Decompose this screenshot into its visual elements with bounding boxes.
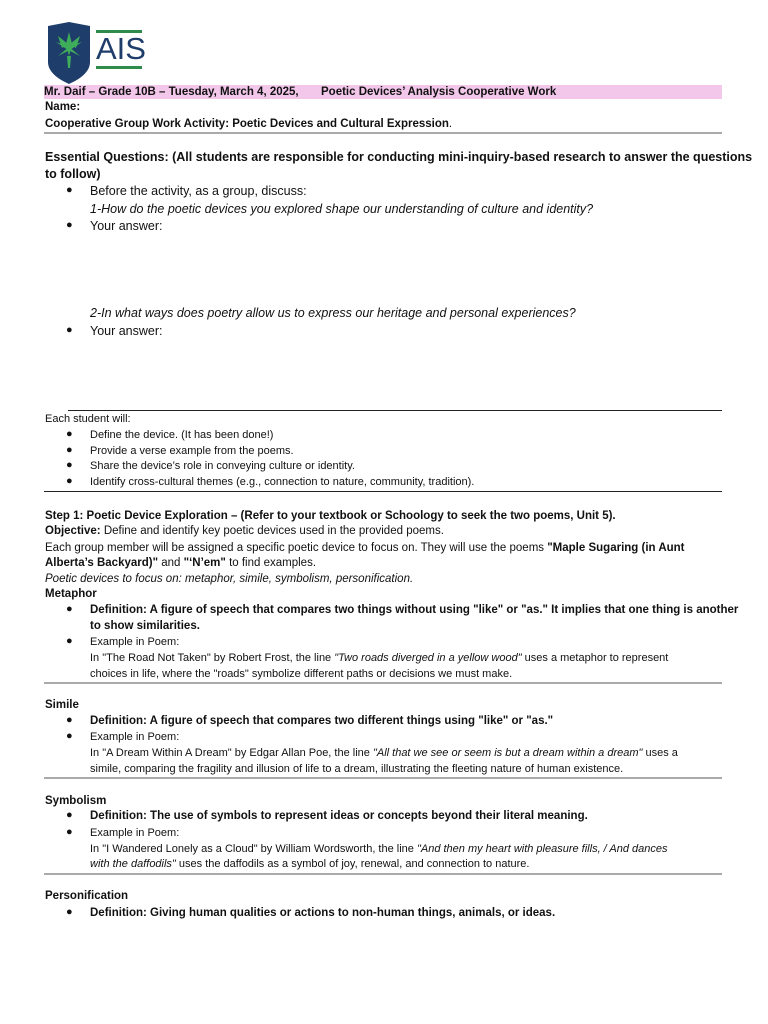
bullet-icon: ● — [66, 219, 73, 231]
activity-title-line — [45, 117, 452, 132]
answer-label-1: Your answer: — [90, 219, 163, 233]
example-text: uses a metaphor to represent — [521, 652, 669, 664]
step1-title: Step 1: Poetic Device Exploration – (Refer to your textbook or Schoology to seek the two poems, Unit 5). — [45, 510, 616, 522]
example-text: uses a — [642, 747, 678, 759]
symbolism-definition: Definition: The use of symbols to represent ideas or concepts beyond their literal meaning. — [90, 810, 588, 822]
logo-text: AIS — [96, 31, 146, 66]
device-name-simile: Simile — [45, 699, 79, 711]
student-task: Share the device’s role in conveying culture or identity. — [90, 460, 355, 472]
symbolism-example-1 — [90, 842, 668, 857]
bullet-icon: ● — [66, 324, 73, 336]
metaphor-definition-1: Definition: A figure of speech that compares two things without using "like" or "as." It implies that one thing is another — [90, 604, 739, 616]
metaphor-example-1 — [90, 651, 668, 666]
each-student-intro: Each student will: — [45, 413, 131, 425]
activity-title: Cooperative Group Work Activity: Poetic Devices and Cultural Expression — [45, 118, 449, 130]
name-label: Name: — [45, 101, 81, 113]
metaphor-definition-2: to show similarities. — [90, 620, 200, 632]
divider — [44, 873, 722, 875]
device-name-metaphor: Metaphor — [45, 588, 97, 600]
simile-example-2: simile, comparing the fragility and illusion of life to a dream, illustrating the fleeting nature of human existence. — [90, 763, 624, 775]
student-task: Provide a verse example from the poems. — [90, 445, 294, 457]
question-1: 1-How do the poetic devices you explored shape our understanding of culture and identity? — [90, 202, 594, 216]
bullet-icon: ● — [66, 730, 73, 742]
teacher-date: Mr. Daif – Grade 10B – Tuesday, March 4, 2025, — [44, 86, 299, 98]
essential-heading-line-1: Essential Questions: (All students are responsible for conducting mini-inquiry-based research to answer the questions — [45, 150, 753, 164]
poem-1-title-cont: Alberta’s Backyard)" — [45, 557, 159, 569]
bullet-icon: ● — [66, 444, 73, 456]
objective-line — [45, 524, 444, 539]
simile-definition: Definition: A figure of speech that compares two different things using "like" or "as." — [90, 715, 554, 727]
assignment-line-2 — [45, 556, 316, 571]
assignment-end: to find examples. — [229, 557, 317, 569]
bullet-icon: ● — [66, 809, 73, 821]
divider — [44, 491, 722, 492]
example-text: In "A Dream Within A Dream" by Edgar Allan Poe, the line — [90, 747, 373, 759]
bullet-icon: ● — [66, 184, 73, 196]
example-label: Example in Poem: — [90, 636, 180, 648]
example-label: Example in Poem: — [90, 731, 180, 743]
question-2: 2-In what ways does poetry allow us to express our heritage and personal experiences? — [90, 306, 576, 320]
example-text: In "I Wandered Lonely as a Cloud" by William Wordsworth, the line — [90, 843, 417, 855]
logo-bottom-rule — [96, 66, 142, 69]
worksheet-title: Poetic Devices’ Analysis Cooperative Work — [321, 86, 557, 98]
example-quote: "Two roads diverged in a yellow wood" — [334, 652, 522, 664]
example-text: In "The Road Not Taken" by Robert Frost, the line — [90, 652, 335, 664]
and-text: and — [161, 557, 181, 569]
before-activity-text: Before the activity, as a group, discuss: — [90, 184, 307, 198]
assignment-text: Each group member will be assigned a specific poetic device to focus on. They will use the poems — [45, 542, 545, 554]
example-quote: with the daffodils" — [90, 858, 176, 870]
devices-focus: Poetic devices to focus on: metaphor, simile, symbolism, personification. — [45, 573, 414, 585]
activity-period: . — [448, 118, 453, 130]
bullet-icon: ● — [66, 714, 73, 726]
objective-text: Define and identify key poetic devices used in the provided poems. — [103, 525, 444, 537]
poem-1-title: "Maple Sugaring (in Aunt — [547, 542, 685, 554]
student-task: Identify cross-cultural themes (e.g., connection to nature, community, tradition). — [90, 476, 475, 488]
symbolism-example-2 — [90, 857, 529, 872]
bullet-icon: ● — [66, 635, 73, 647]
poem-2-title: "‘N’em" — [183, 557, 226, 569]
personification-definition: Definition: Giving human qualities or actions to non-human things, animals, or ideas. — [90, 907, 556, 919]
student-task: Define the device. (It has been done!) — [90, 429, 274, 441]
device-name-personification: Personification — [45, 890, 129, 902]
divider — [44, 682, 722, 684]
essential-heading-line-2: to follow) — [45, 167, 101, 181]
assignment-line-1 — [45, 541, 685, 556]
bullet-icon: ● — [66, 603, 73, 615]
example-quote: "All that we see or seem is but a dream within a dream" — [372, 747, 643, 759]
answer-label-2: Your answer: — [90, 324, 163, 338]
bullet-icon: ● — [66, 906, 73, 918]
essential-questions-heading — [45, 149, 753, 183]
header-bar — [44, 85, 722, 99]
example-quote: "And then my heart with pleasure fills, / And dances — [416, 843, 668, 855]
bullet-icon: ● — [66, 826, 73, 838]
example-label: Example in Poem: — [90, 827, 180, 839]
bullet-icon: ● — [66, 475, 73, 487]
objective-label: Objective: — [45, 525, 101, 537]
metaphor-example-2: choices in life, where the "roads" symbolize different paths or decisions we must make. — [90, 668, 513, 680]
bullet-icon: ● — [66, 428, 73, 440]
device-name-symbolism: Symbolism — [45, 795, 107, 807]
divider — [44, 777, 722, 779]
divider — [44, 132, 722, 134]
answer-line — [68, 410, 722, 411]
simile-example-1 — [90, 746, 678, 761]
bullet-icon: ● — [66, 459, 73, 471]
shield-icon — [46, 22, 92, 84]
example-text: uses the daffodils as a symbol of joy, renewal, and connection to nature. — [175, 858, 530, 870]
